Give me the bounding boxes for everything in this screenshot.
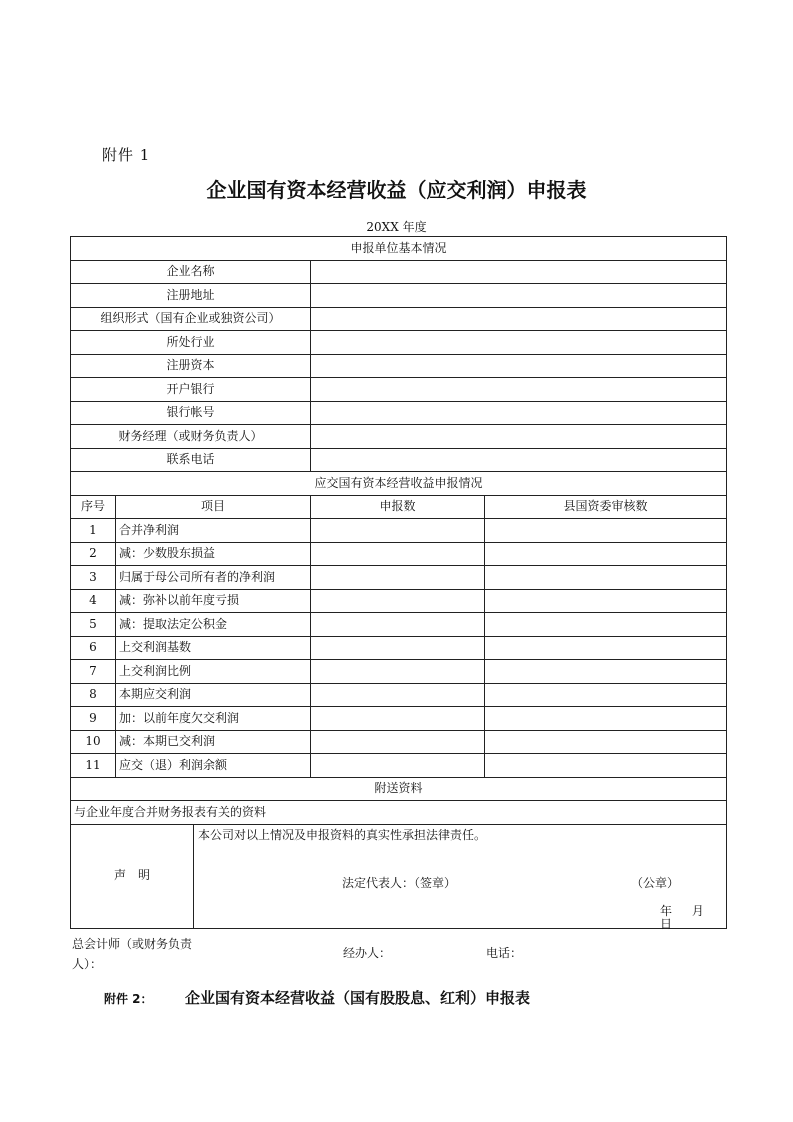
form-title: 企业国有资本经营收益（应交利润）申报表 — [206, 178, 587, 202]
declared-cell[interactable] — [311, 542, 485, 566]
row-seq: 9 — [71, 707, 116, 731]
row-seq: 5 — [71, 613, 116, 637]
declared-cell[interactable] — [311, 636, 485, 660]
basic-field-row — [71, 378, 727, 402]
declared-cell[interactable] — [311, 730, 485, 754]
field-label-finance-manager: 财务经理（或财务负责人） — [71, 425, 311, 449]
row-seq: 10 — [71, 730, 116, 754]
table-row — [71, 730, 727, 754]
table-row — [71, 566, 727, 590]
table-row — [71, 542, 727, 566]
verified-cell[interactable] — [485, 683, 727, 707]
table-row — [71, 660, 727, 684]
field-label-capital: 注册资本 — [71, 354, 311, 378]
row-seq: 6 — [71, 636, 116, 660]
fiscal-year: 20XX 年度 — [366, 220, 427, 234]
basic-field-row — [71, 401, 727, 425]
table-row — [71, 683, 727, 707]
handler-label: 经办人： — [343, 946, 392, 960]
row-seq: 7 — [71, 660, 116, 684]
field-label-industry: 所处行业 — [71, 331, 311, 355]
basic-field-row — [71, 284, 727, 308]
col-header-verified: 县国资委审核数 — [485, 495, 727, 519]
verified-cell[interactable] — [485, 636, 727, 660]
basic-field-row — [71, 425, 727, 449]
income-header-row — [71, 495, 727, 519]
table-row — [71, 613, 727, 637]
verified-cell[interactable] — [485, 754, 727, 778]
attachment-2-title: 企业国有资本经营收益（国有股股息、红利）申报表 — [185, 989, 531, 1007]
basic-field-row — [71, 354, 727, 378]
row-item: 减：弥补以前年度亏损 — [116, 589, 311, 613]
declared-cell[interactable] — [311, 683, 485, 707]
declaration-text: 本公司对以上情况及申报资料的真实性承担法律责任。 — [198, 827, 487, 842]
verified-cell[interactable] — [485, 519, 727, 543]
row-item: 减：提取法定公积金 — [116, 613, 311, 637]
declared-cell[interactable] — [311, 707, 485, 731]
basic-field-row — [71, 331, 727, 355]
declared-cell[interactable] — [311, 519, 485, 543]
field-label-address: 注册地址 — [71, 284, 311, 308]
field-label-org-form: 组织形式（国有企业或独资公司） — [71, 307, 311, 331]
table-row — [71, 754, 727, 778]
declared-cell[interactable] — [311, 589, 485, 613]
declared-cell[interactable] — [311, 566, 485, 590]
row-seq: 1 — [71, 519, 116, 543]
declaration-label: 声 明 — [71, 825, 194, 928]
declared-cell[interactable] — [311, 660, 485, 684]
row-item: 减：本期已交利润 — [116, 730, 311, 754]
row-item: 应交（退）利润余额 — [116, 754, 311, 778]
field-value-address[interactable] — [311, 284, 727, 308]
income-section-title: 应交国有资本经营收益申报情况 — [71, 472, 727, 496]
verified-cell[interactable] — [485, 566, 727, 590]
declaration-cell — [71, 824, 727, 931]
attachments-line: 与企业年度合并财务报表有关的资料 — [71, 801, 727, 825]
declaration-content — [194, 825, 726, 931]
verified-cell[interactable] — [485, 660, 727, 684]
verified-cell[interactable] — [485, 707, 727, 731]
row-seq: 11 — [71, 754, 116, 778]
field-label-phone: 联系电话 — [71, 448, 311, 472]
row-item: 上交利润比例 — [116, 660, 311, 684]
basic-field-row — [71, 448, 727, 472]
col-header-declared: 申报数 — [311, 495, 485, 519]
row-item: 上交利润基数 — [116, 636, 311, 660]
field-value-account[interactable] — [311, 401, 727, 425]
field-value-phone[interactable] — [311, 448, 727, 472]
row-item: 本期应交利润 — [116, 683, 311, 707]
row-seq: 2 — [71, 542, 116, 566]
declaration-form-table — [70, 236, 727, 929]
basic-info-section-title: 申报单位基本情况 — [71, 237, 727, 261]
verified-cell[interactable] — [485, 589, 727, 613]
attachments-section-title: 附送资料 — [71, 777, 727, 801]
basic-field-row — [71, 260, 727, 284]
field-value-org-form[interactable] — [311, 307, 727, 331]
attachment-label: 附件 1 — [102, 146, 151, 164]
field-value-bank[interactable] — [311, 378, 727, 402]
field-label-account: 银行帐号 — [71, 401, 311, 425]
field-value-industry[interactable] — [311, 331, 727, 355]
phone-label: 电话： — [486, 946, 523, 960]
table-row — [71, 589, 727, 613]
declared-cell[interactable] — [311, 613, 485, 637]
col-header-seq: 序号 — [71, 495, 116, 519]
chief-accountant-label: 总会计师（或财务负责人）： — [72, 937, 193, 971]
field-label-company-name: 企业名称 — [71, 260, 311, 284]
basic-field-row — [71, 307, 727, 331]
verified-cell[interactable] — [485, 730, 727, 754]
declared-cell[interactable] — [311, 754, 485, 778]
row-item: 加：以前年度欠交利润 — [116, 707, 311, 731]
verified-cell[interactable] — [485, 542, 727, 566]
row-item: 合并净利润 — [116, 519, 311, 543]
table-row — [71, 636, 727, 660]
row-item: 归属于母公司所有者的净利润 — [116, 566, 311, 590]
row-item: 减：少数股东损益 — [116, 542, 311, 566]
field-label-bank: 开户银行 — [71, 378, 311, 402]
col-header-item: 项目 — [116, 495, 311, 519]
table-row — [71, 707, 727, 731]
row-seq: 4 — [71, 589, 116, 613]
verified-cell[interactable] — [485, 613, 727, 637]
legal-representative-signature[interactable]: 法定代表人：（签章） — [342, 875, 457, 890]
attachment-2-label: 附件 2： — [104, 992, 153, 1006]
field-value-finance-manager[interactable] — [311, 425, 727, 449]
row-seq: 3 — [71, 566, 116, 590]
field-value-company-name[interactable] — [311, 260, 727, 284]
field-value-capital[interactable] — [311, 354, 727, 378]
table-row — [71, 519, 727, 543]
declaration-date[interactable]: 年 月 日 — [660, 903, 704, 931]
declaration-row — [71, 824, 727, 928]
row-seq: 8 — [71, 683, 116, 707]
company-seal[interactable]: （公章） — [631, 875, 680, 890]
